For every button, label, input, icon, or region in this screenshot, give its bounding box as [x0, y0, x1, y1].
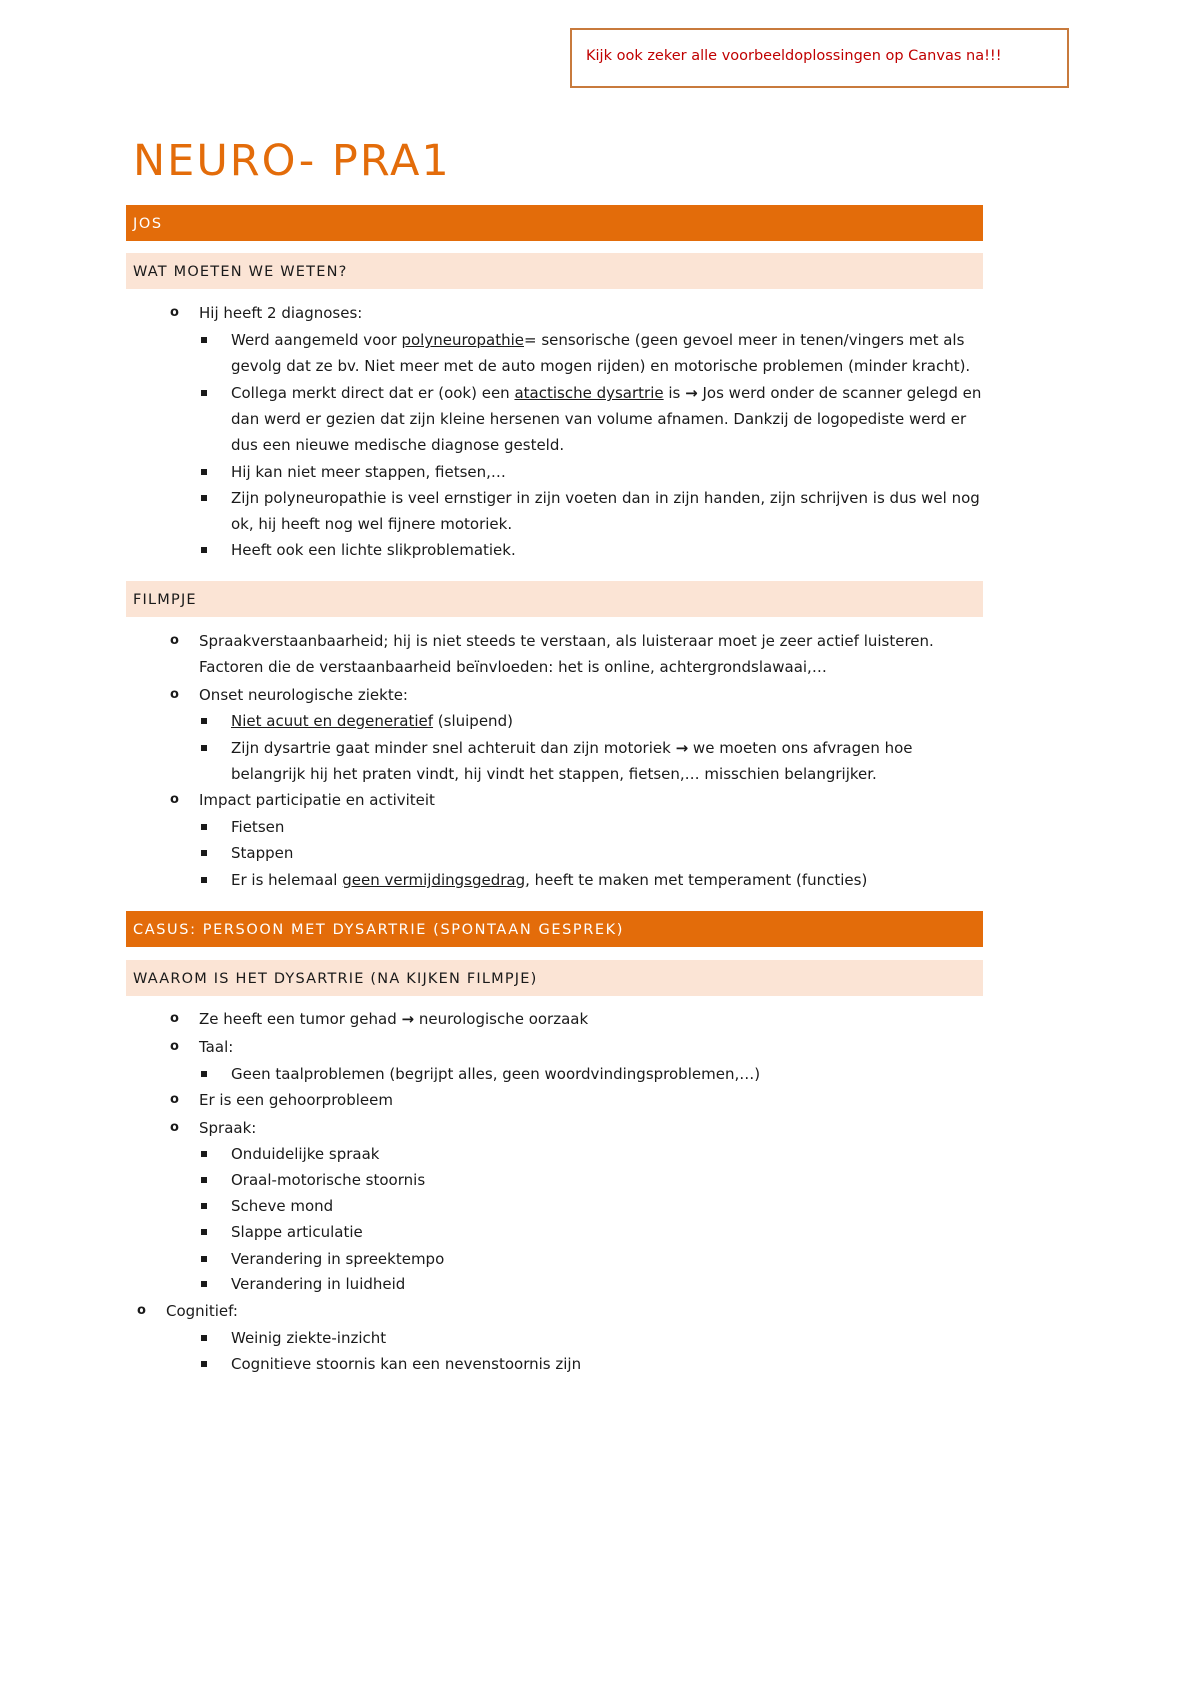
- bullet-o-icon: o: [170, 1092, 179, 1107]
- bullet-o-icon: o: [170, 792, 179, 807]
- heading-filmpje: FILMPJE: [126, 581, 983, 617]
- bullet-square-icon: [201, 850, 207, 856]
- bullet-square-icon: [201, 337, 207, 343]
- bullet-square-icon: [201, 745, 207, 751]
- bullet-square-icon: [201, 1203, 207, 1209]
- heading-casus: CASUS: PERSOON MET DYSARTRIE (SPONTAAN GESPREK): [126, 911, 983, 947]
- bullet-square-icon: [201, 1335, 207, 1341]
- arrow-right-icon: →: [675, 739, 689, 757]
- canvas-notice-text: Kijk ook zeker alle voorbeeldoplossingen op Canvas na!!!: [586, 48, 1002, 64]
- heading-waarom: WAAROM IS HET DYSARTRIE (NA KIJKEN FILMPJE): [126, 960, 983, 996]
- canvas-notice-box: [570, 28, 1069, 88]
- bullet-square-icon: [201, 1071, 207, 1077]
- bullet-o-icon: o: [170, 633, 179, 648]
- bullet-square-icon: [201, 877, 207, 883]
- page-title: NEURO- PRA1: [133, 136, 451, 186]
- bullet-square-icon: [201, 1281, 207, 1287]
- heading-wat-moeten: WAT MOETEN WE WETEN?: [126, 253, 983, 289]
- bullet-square-icon: [201, 1151, 207, 1157]
- bullet-o-icon: o: [170, 1039, 179, 1054]
- bullet-square-icon: [201, 390, 207, 396]
- bullet-square-icon: [201, 469, 207, 475]
- arrow-right-icon: →: [685, 384, 698, 402]
- bullet-square-icon: [201, 547, 207, 553]
- bullet-square-icon: [201, 1256, 207, 1262]
- heading-jos: JOS: [126, 205, 983, 241]
- bullet-square-icon: [201, 718, 207, 724]
- bullet-o-icon: o: [170, 687, 179, 702]
- bullet-o-icon: o: [170, 305, 179, 320]
- bullet-square-icon: [201, 1229, 207, 1235]
- bullet-square-icon: [201, 1361, 207, 1367]
- bullet-o-icon: o: [170, 1011, 179, 1026]
- arrow-right-icon: →: [401, 1010, 415, 1028]
- bullet-o-icon: o: [137, 1303, 146, 1318]
- bullet-o-icon: o: [170, 1120, 179, 1135]
- bullet-square-icon: [201, 495, 207, 501]
- bullet-square-icon: [201, 1177, 207, 1183]
- bullet-square-icon: [201, 824, 207, 830]
